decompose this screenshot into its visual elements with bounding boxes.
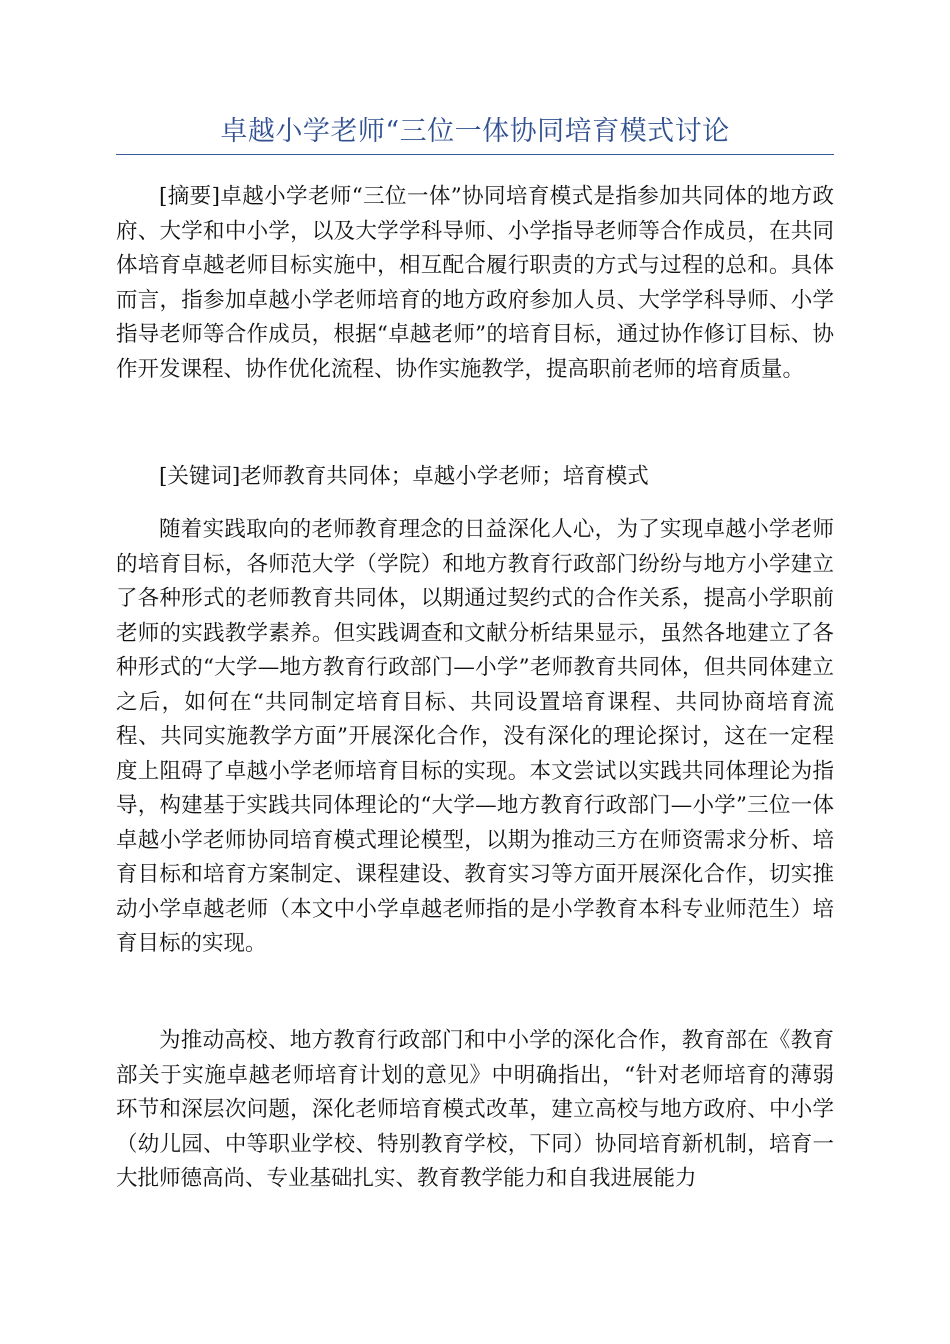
document-title: 卓越小学老师“三位一体协同培育模式讨论 [220,116,730,147]
body-paragraph: 随着实践取向的老师教育理念的日益深化人心，为了实现卓越小学老师的培育目标，各师范大学（学院）和地方教育行政部门纷纷与地方小学建立了各种形式的老师教育共同体，以期通过契约式的合作关系，提高小学职前老师的实践教学素养。但实践调查和文献分析结果显示，虽然各地建立了各种形式的“大学—地方教育行政部门—小学”老师教育共同体，但共同体建立之后，如何在“共同制定培育目标、共同设置培育课程、共同协商培育流程、共同实施教学方面”开展深化合作，没有深化的理论探讨，这在一定程度上阻碍了卓越小学老师培育目标的实现。本文尝试以实践共同体理论为指导，构建基于实践共同体理论的“大学—地方教育行政部门—小学”三位一体卓越小学老师协同培育模式理论模型，以期为推动三方在师资需求分析、培育目标和培育方案制定、课程建设、教育实习等方面开展深化合作，切实推动小学卓越老师（本文中小学卓越老师指的是小学教育本科专业师范生）培育目标的实现。 [116,517,834,956]
title-underline [116,154,834,155]
body-paragraph: 为推动高校、地方教育行政部门和中小学的深化合作，教育部在《教育部关于实施卓越老师培育计划的意见》中明确指出，“针对老师培育的薄弱环节和深层次问题，深化老师培育模式改革，建立高校与地方政府、中小学（幼儿园、中等职业学校、特别教育学校，下同）协同培育新机制，培育一大批师德高尚、专业基础扎实、教育教学能力和自我进展能力 [116,1028,834,1191]
abstract-paragraph: [摘要]卓越小学老师“三位一体”协同培育模式是指参加共同体的地方政府、大学和中小学，以及大学学科导师、小学指导老师等合作成员，在共同体培育卓越老师目标实施中，相互配合履行职责的方式与过程的总和。具体而言，指参加卓越小学老师培育的地方政府参加人员、大学学科导师、小学指导老师等合作成员，根据“卓越老师”的培育目标，通过协作修订目标、协作开发课程、协作优化流程、协作实施教学，提高职前老师的培育质量。 [116,184,834,382]
keywords-paragraph: [关键词]老师教育共同体；卓越小学老师；培育模式 [159,464,649,489]
